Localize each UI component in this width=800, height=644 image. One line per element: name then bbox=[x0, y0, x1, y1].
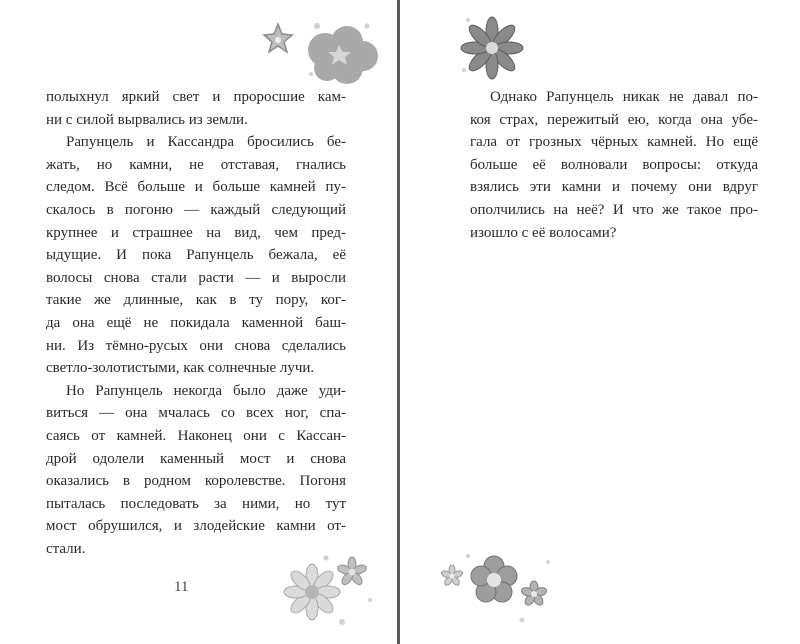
small-flower-icon bbox=[441, 565, 464, 587]
text-line: саясь от камней. Наконец они с Кассан- bbox=[46, 427, 346, 444]
text-line: Однако Рапунцель никак не давал по- bbox=[490, 89, 758, 105]
text-line: ыдущие. И пока Рапунцель бежала, её bbox=[46, 247, 346, 264]
text-line: волосы снова стали расти — и выросли bbox=[46, 269, 346, 286]
text-line: пыталась последовать за ними, но тут bbox=[46, 495, 346, 512]
large-flower-icon bbox=[471, 556, 517, 602]
text-line: изошло с её волосами? bbox=[470, 224, 617, 241]
text-line: взялись эти камни и почему они вдруг bbox=[470, 179, 758, 196]
text-line: жать, но камни, не отставая, гнались bbox=[46, 156, 346, 173]
text-line: гала от грозных чёрных камней. Но ещё bbox=[470, 134, 758, 151]
text-line: следом. Всё больше и больше камней пу- bbox=[46, 179, 346, 196]
flower-icon bbox=[460, 8, 540, 88]
cloud-flower-icon bbox=[308, 26, 378, 84]
text-line: больше её волновали вопросы: откуда bbox=[470, 156, 758, 173]
text-line: такие же длинные, как в ту пору, ког- bbox=[46, 292, 346, 309]
text-line: виться — она мчалась со всех ног, спа- bbox=[46, 405, 346, 422]
small-star-flower-icon bbox=[264, 24, 292, 52]
text-line: светло-золотистыми, как солнечные лучи. bbox=[46, 360, 315, 377]
text-line: крупнее и страшнее на вид, чем пред- bbox=[46, 224, 346, 241]
flower-cluster-icon bbox=[278, 550, 378, 630]
flower-cluster-icon bbox=[255, 14, 385, 94]
text-line: полыхнул яркий свет и проросшие кам- bbox=[46, 89, 346, 105]
left-page-text bbox=[46, 86, 346, 560]
right-page-text bbox=[470, 86, 758, 244]
text-line: ни с силой вырвались из земли. bbox=[46, 111, 248, 128]
text-line: Рапунцель и Кассандра бросились бе- bbox=[66, 134, 346, 151]
text-line: дрой одолели каменный мост и снова bbox=[46, 450, 346, 467]
text-line: оказались в родном королевстве. Погоня bbox=[46, 473, 346, 490]
text-line: ополчились на неё? И что же такое про- bbox=[470, 201, 758, 218]
flower-cluster-icon bbox=[438, 548, 558, 628]
left-page bbox=[0, 0, 397, 644]
small-flower-icon bbox=[520, 581, 547, 607]
text-line: мост обрушился, и злодейские камни от- bbox=[46, 518, 346, 535]
text-line: скалось в погоню — каждый следующий bbox=[46, 201, 346, 218]
daisy-flower-icon bbox=[284, 564, 340, 620]
text-line: коя страх, пережитый ею, когда она убе- bbox=[470, 111, 758, 128]
text-line: стали. bbox=[46, 540, 86, 557]
page-number: 11 bbox=[174, 579, 189, 595]
text-line: да она ещё не покидала каменной баш- bbox=[46, 314, 346, 331]
right-page bbox=[400, 0, 800, 644]
text-line: Но Рапунцель некогда было даже уди- bbox=[66, 382, 346, 399]
text-line: ни. Из тёмно-русых они снова сделались bbox=[46, 337, 346, 354]
small-flower-icon bbox=[336, 557, 367, 586]
